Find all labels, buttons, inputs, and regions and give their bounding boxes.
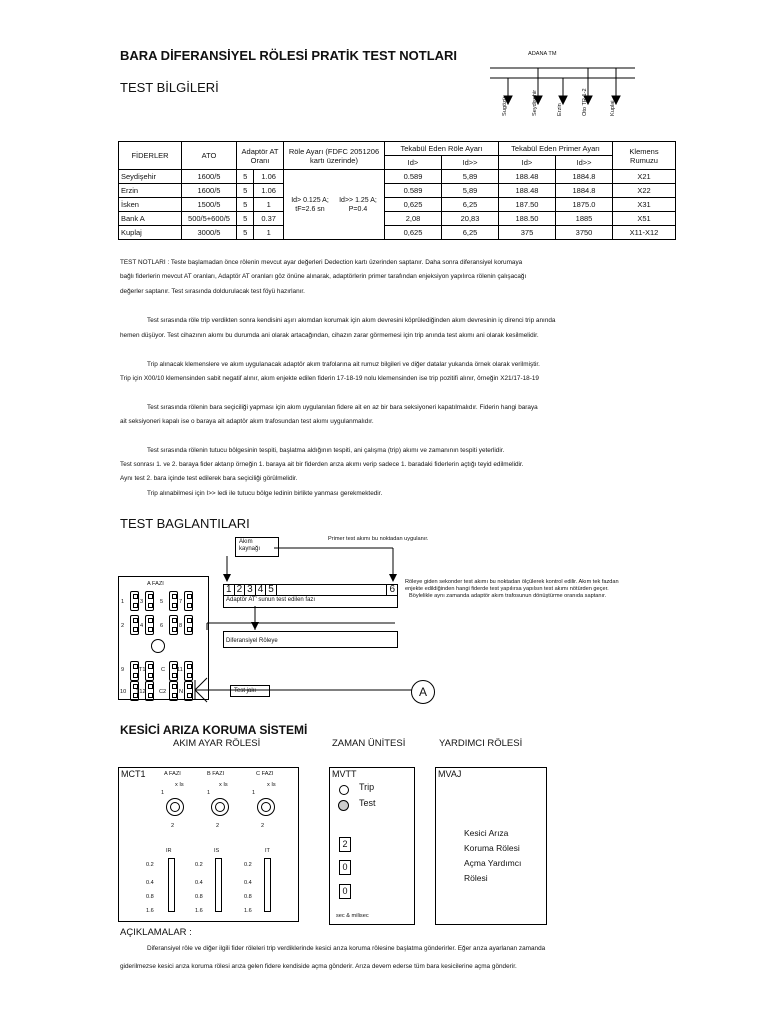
scale-value: 0.2: [195, 862, 203, 868]
pin-label: 7: [179, 599, 183, 605]
aux-relay-line: Kesici Arıza: [464, 828, 509, 838]
relay-setting-high: Id>> 1.25 A; P=0.4: [339, 196, 377, 213]
header-adaptor: Adaptör AT Oranı: [237, 142, 284, 170]
cell-primary-id: 187.50: [499, 198, 556, 212]
cell-relay-idd: 5,89: [442, 170, 499, 184]
scale-value: 0.8: [195, 894, 203, 900]
note-line: değerler saptanır. Test sırasında doldurulacak test föyü hazırlanır.: [120, 288, 305, 295]
feeder-label-5: Kuplaj: [610, 100, 616, 116]
cell-relay-idd: 5,89: [442, 184, 499, 198]
section-test-info: TEST BİLGİLERİ: [120, 80, 219, 95]
cell-feeder: Bank A: [119, 212, 182, 226]
scale-value: 0.8: [244, 894, 252, 900]
fuse-icon: [145, 681, 154, 701]
aux-relay-line: Rölesi: [464, 873, 488, 883]
cell-relay-id: 0.589: [385, 170, 442, 184]
knob-mark: 1: [252, 790, 256, 796]
cell-primary-id: 375: [499, 226, 556, 240]
cell-adaptor-ratio: 1.06: [254, 184, 284, 198]
note-line: hemen düşüyor. Test cihazının akımı bu durumda ani olarak artacağından, cihazın zarar görmemesi için trip anında test akımı ani olarak kesilmelidir.: [120, 332, 539, 339]
cell-primary-id: 188.48: [499, 170, 556, 184]
pin-label: 4: [140, 623, 144, 629]
current-source-label: Akım kaynağı: [239, 539, 261, 552]
scale-value: 0.4: [195, 880, 203, 886]
fuse-icon: [184, 591, 193, 611]
header-idd: Id>>: [442, 156, 499, 170]
scale-value: 0.4: [244, 880, 252, 886]
test-label: Test: [359, 798, 376, 808]
aux-relay-line: Koruma Rölesi: [464, 843, 520, 853]
current-source-box: [235, 537, 279, 557]
explain-line: Diferansiyel röle ve diğer ilgili fider röleleri trip verdiklerinde kesici arıza koruma rölesine başlatma gönderirler. Eğer arıza ayarlanan zamanda: [147, 945, 546, 952]
scale-value: 1.6: [195, 908, 203, 914]
table-row: [119, 226, 676, 240]
time-unit-label: sec & milisec: [336, 913, 369, 919]
cell-terminal: X21: [613, 170, 676, 184]
cell-relay-idd: 6,25: [442, 198, 499, 212]
meter-bar-it: [264, 858, 271, 912]
test-jack-label: Test jakı: [234, 688, 257, 694]
cell-terminal: X22: [613, 184, 676, 198]
cell-ato: 1600/5: [182, 170, 237, 184]
fuse-icon: [145, 615, 154, 635]
feeder-label-4: Oto TR 1-2: [582, 88, 588, 116]
secondary-note: [405, 579, 619, 600]
cell-relay-id: 0,625: [385, 198, 442, 212]
table-row: [119, 170, 676, 184]
note-line: Test sırasında rölenin bara seçiciliği yapması için akım uygulanılan fidere ait en az bir bara seksiyoneri kapatılmalıdır. Fiderin hangi baraya: [147, 404, 538, 411]
meter-is-label: IS: [214, 848, 220, 854]
cell-ato: 500/5+600/5: [182, 212, 237, 226]
header-id: Id>: [499, 156, 556, 170]
note-line: Test sırasında rölenin tutucu bölgesinin tespiti, başlatma aldığının tespiti, ani çalışma (trip) akımı ve zamanının tespiti yeterlidir.: [147, 447, 505, 454]
note-line: TEST NOTLARI : Teste başlamadan önce rölenin mevcut ayar değerleri Dedection kartı üzerinden saptanır. Daha sonra diferansiyel korumaya: [120, 259, 523, 266]
cell-primary-id: 188.50: [499, 212, 556, 226]
cell-feeder: Kuplaj: [119, 226, 182, 240]
knob-mark: 1: [207, 790, 211, 796]
setting-knob-c[interactable]: [257, 798, 275, 816]
scale-value: 0.2: [244, 862, 252, 868]
pin-label: 2: [121, 623, 125, 629]
cell-relay-setting: [284, 170, 385, 240]
feeder-label-3: Erzin: [557, 103, 563, 116]
header-idd: Id>>: [556, 156, 613, 170]
header-feeders: FİDERLER: [119, 142, 182, 170]
note-line: Trip alınacak klemenslere ve akım uygulanacak adaptör akım trafolarına ait rumuz bilgileri ve diğer datalar yukarıda örnek olarak verilmiştir.: [147, 361, 540, 368]
document-title: BARA DİFERANSİYEL RÖLESİ PRATİK TEST NOTLARI: [120, 48, 458, 63]
header-relay-setting: Röle Ayarı (FDFC 2051206 kartı üzerinde): [284, 142, 385, 170]
relay-label: Diferansiyel Röleye: [226, 638, 278, 644]
cell-primary-idd: 1885: [556, 212, 613, 226]
header-id: Id>: [385, 156, 442, 170]
pin-label: 3: [140, 599, 144, 605]
pin-label: C2: [159, 689, 167, 695]
note-line: Aynı test 2. bara içinde test edilerek bara seçiciliği görülmelidir.: [120, 475, 298, 482]
aux-relay-text: [464, 826, 521, 886]
col-title-time-unit: ZAMAN ÜNİTESİ: [332, 738, 406, 749]
cell-feeder: Erzin: [119, 184, 182, 198]
knob-scale-label: x Is: [175, 782, 184, 788]
cell-feeder: Seydişehir: [119, 170, 182, 184]
cell-terminal: X11-X12: [613, 226, 676, 240]
phase-c-label: C FAZI: [256, 771, 274, 777]
terminal-2: 2: [235, 585, 246, 595]
pin-label: T1: [139, 667, 146, 673]
meter-bar-is: [215, 858, 222, 912]
explain-title: AÇIKLAMALAR :: [120, 927, 192, 938]
fuse-icon: [130, 615, 139, 635]
cell-adaptor-ratio: 0.37: [254, 212, 284, 226]
digit-display: 0: [339, 884, 351, 899]
pin-label: 9: [121, 667, 125, 673]
knob-icon: [151, 639, 165, 653]
meter-it-label: IT: [265, 848, 270, 854]
header-primary-measured: Tekabül Eden Primer Ayarı: [499, 142, 613, 156]
primary-note: Primer test akımı bu noktadan uygulanır.: [328, 536, 429, 542]
cell-feeder: İsken: [119, 198, 182, 212]
fuse-icon: [169, 615, 178, 635]
explain-line: giderilmezse kesici arıza koruma rölesi arıza gelen fidere kendiside açma gönderir. Arıza devem ederse tüm bara kesicilerine açma gönderir.: [120, 963, 517, 970]
cell-adaptor-ratio: 1: [254, 198, 284, 212]
mvtt-panel: [329, 767, 415, 925]
cell-primary-idd: 1884.8: [556, 184, 613, 198]
setting-knob-b[interactable]: [211, 798, 229, 816]
table-row: [119, 212, 676, 226]
note-line: Test sonrası 1. ve 2. baraya fider aktarıp örneğin 1. baraya ait bir fiderden arıza akımı verip sadece 1. baradaki fiderlerin açtığı teyid edilmelidir.: [120, 461, 524, 468]
cell-adaptor-sec: 5: [237, 226, 254, 240]
pin-label: 8: [179, 623, 183, 629]
mvaj-panel: [435, 767, 547, 925]
fuse-icon: [184, 615, 193, 635]
cell-ato: 3000/5: [182, 226, 237, 240]
cell-relay-idd: 6,25: [442, 226, 499, 240]
pin-label: 11: [177, 667, 183, 673]
pin-label: 5: [160, 599, 164, 605]
relay-box: [223, 631, 398, 648]
cell-ato: 1600/5: [182, 184, 237, 198]
pin-label: 6: [160, 623, 164, 629]
relay-setting-low: Id> 0.125 A; tF=2.6 sn: [291, 196, 329, 213]
setting-knob-a[interactable]: [166, 798, 184, 816]
cell-adaptor-sec: 5: [237, 184, 254, 198]
cell-primary-idd: 1884.8: [556, 170, 613, 184]
ammeter-icon: A: [411, 680, 435, 704]
adaptor-panel: [118, 576, 209, 700]
pin-label: N: [179, 689, 184, 695]
secondary-note-line: Röleye giden sekonder test akımı bu noktadan ölçülerek kontrol edilir. Akım tek fazdan: [405, 579, 619, 585]
scale-value: 0.4: [146, 880, 154, 886]
secondary-note-line: Böylelikle aynı zamanda adaptör akım trafosunun dönüştürme oranıda saptanır.: [409, 593, 607, 599]
mct1-panel: [118, 767, 299, 922]
cell-relay-id: 0,625: [385, 226, 442, 240]
note-line: ait seksiyoneri kapalı ise o baraya ait adaptör akım trafosundan test akımı uygulanmalıdır.: [120, 418, 374, 425]
cell-adaptor-ratio: 1.06: [254, 170, 284, 184]
cell-primary-idd: 1875.0: [556, 198, 613, 212]
note-line: bağlı fiderlerin mevcut AT oranları, Adaptör AT oranları göz önüne alınarak, adaptörlerin primer tarafından enjeksiyon yapılırca rölenin çalışacağı: [120, 273, 527, 280]
knob-scale-label: x Is: [219, 782, 228, 788]
test-jack-box: [230, 685, 270, 697]
fuse-icon: [169, 681, 178, 701]
cell-adaptor-ratio: 1: [254, 226, 284, 240]
header-relay-measured: Tekabül Eden Röle Ayarı: [385, 142, 499, 156]
cell-primary-id: 188.48: [499, 184, 556, 198]
note-line: Trip alınabilmesi için I>> ledi ile tutucu bölge ledinin birlikte yanması gerekmektedir.: [147, 490, 383, 497]
feeder-label-1: Sugözü: [502, 97, 508, 116]
scale-value: 1.6: [146, 908, 154, 914]
adaptor-terminal-box: [223, 584, 398, 608]
scale-value: 0.8: [146, 894, 154, 900]
table-row: [119, 198, 676, 212]
cell-relay-id: 0.589: [385, 184, 442, 198]
trip-led-icon: [339, 785, 349, 795]
knob-mark: 2: [216, 823, 220, 829]
fuse-icon: [184, 661, 193, 681]
knob-mark: 1: [161, 790, 165, 796]
fuse-icon: [130, 591, 139, 611]
pin-label: 1: [121, 599, 125, 605]
mvaj-label: MVAJ: [438, 769, 462, 779]
knob-mark: 2: [171, 823, 175, 829]
note-line: Trip için X00/10 klemensinden sabit negatif alınır, akım enjekte edilen fiderin 17-18-19 nolu klemensinden ise trip pozitifi alınır, örneğin X21/17-18-19: [120, 375, 539, 382]
header-terminal: Klemens Rumuzu: [613, 142, 676, 170]
terminal-5: 5: [266, 585, 277, 595]
terminal-6: 6: [386, 585, 397, 595]
section-breaker: KESİCİ ARIZA KORUMA SİSTEMİ: [120, 723, 308, 737]
cell-terminal: X51: [613, 212, 676, 226]
cell-relay-id: 2,08: [385, 212, 442, 226]
terminal-3: 3: [245, 585, 256, 595]
feeder-label-2: Seydişehir: [532, 89, 538, 116]
fuse-icon: [184, 681, 193, 701]
mct1-label: MCT1: [121, 769, 146, 779]
substation-diagram: [480, 48, 650, 138]
knob-mark: 2: [261, 823, 265, 829]
cell-adaptor-sec: 5: [237, 212, 254, 226]
col-title-aux-relay: YARDIMCI RÖLESİ: [439, 738, 523, 749]
adaptor-label: Adaptör AT' sunun test edilen fazı: [226, 597, 316, 603]
phase-a-label: A FAZI: [164, 771, 181, 777]
note-line: Test sırasında röle trip verdikten sonra kendisini aşırı akımdan korumak için akım devresini köprülediğinden akım devresinin iç direnci trip anında: [147, 317, 556, 324]
fuse-icon: [145, 591, 154, 611]
phase-b-label: B FAZI: [207, 771, 225, 777]
secondary-note-line: enjekte edildiğinden hangi fiderde test yapılırsa yapılsın test akımı nötürden geçer.: [405, 586, 609, 592]
aux-relay-line: Açma Yardımcı: [464, 858, 522, 868]
table-row: [119, 184, 676, 198]
digit-display: 2: [339, 837, 351, 852]
terminal-1: 1: [224, 585, 235, 595]
section-connections: TEST BAGLANTILARI: [120, 516, 250, 531]
col-title-current-relay: AKIM AYAR RÖLESİ: [173, 738, 261, 749]
cell-ato: 1500/5: [182, 198, 237, 212]
cell-relay-idd: 20,83: [442, 212, 499, 226]
pin-label: T12: [136, 689, 146, 695]
cell-adaptor-sec: 5: [237, 198, 254, 212]
header-ato: ATO: [182, 142, 237, 170]
feeder-settings-table: [118, 141, 676, 240]
meter-bar-ir: [168, 858, 175, 912]
digit-display: 0: [339, 860, 351, 875]
test-button[interactable]: [338, 800, 349, 811]
terminal-4: 4: [256, 585, 267, 595]
fuse-icon: [145, 661, 154, 681]
fuse-icon: [169, 591, 178, 611]
scale-value: 1.6: [244, 908, 252, 914]
mvtt-label: MVTT: [332, 769, 357, 779]
phase-label: A FAZI: [147, 581, 164, 587]
pin-label: C: [161, 667, 166, 673]
meter-ir-label: IR: [166, 848, 172, 854]
pin-label: 10: [120, 689, 127, 695]
scale-value: 0.2: [146, 862, 154, 868]
cell-terminal: X31: [613, 198, 676, 212]
cell-adaptor-sec: 5: [237, 170, 254, 184]
fuse-icon: [130, 661, 139, 681]
knob-scale-label: x Is: [267, 782, 276, 788]
trip-label: Trip: [359, 782, 375, 792]
cell-primary-idd: 3750: [556, 226, 613, 240]
station-label: ADANA TM: [528, 51, 557, 57]
